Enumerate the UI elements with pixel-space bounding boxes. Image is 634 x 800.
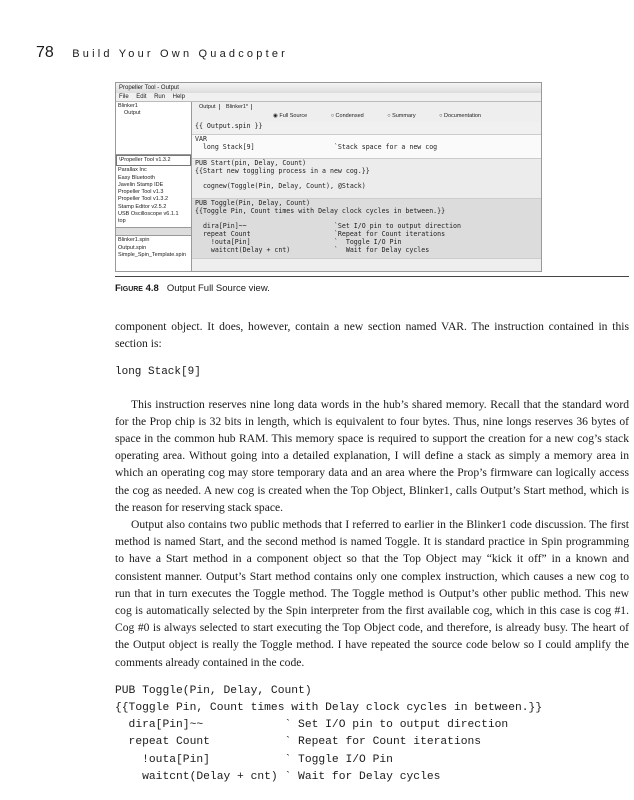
code-block-toggle[interactable]: PUB Toggle(Pin, Delay, Count) {{Toggle Pin, Count times with Delay clock cycles in between.}} dira[Pin]~~ `Set I/O pin to output direction repeat Count `Repeat for Count iterations !outa[Pin] ` Toggle I/O Pin waitcnt(Delay + cnt) ` Wait for Delay cycles xyxy=(192,199,541,259)
radio-condensed[interactable]: ○ Condensed xyxy=(330,113,364,119)
folder-item[interactable]: Javelin Stamp IDE xyxy=(118,181,164,188)
radio-label: Documentation xyxy=(444,113,481,119)
folder-list xyxy=(116,166,191,228)
body-text xyxy=(115,318,629,786)
radio-label: Condensed xyxy=(335,113,364,119)
code-listing: long Stack[9] xyxy=(115,366,201,379)
code-block-con[interactable]: {{ Output.spin }} xyxy=(192,122,541,135)
folder-select[interactable]: \Propeller Tool v1.3.2 xyxy=(116,155,191,166)
caption-label: Figure 4.8 xyxy=(115,283,159,294)
view-mode-radios xyxy=(192,113,541,122)
caption-text: Output Full Source view. xyxy=(166,283,270,294)
folder-item[interactable]: USB Oscilloscope v6.1.1 xyxy=(118,211,179,218)
explorer-pane xyxy=(116,102,192,271)
menu-run[interactable]: Run xyxy=(154,94,166,100)
editor-pane xyxy=(192,102,541,271)
file-item[interactable]: Simple_Spin_Template.spin xyxy=(118,251,186,258)
tab-output[interactable]: Output xyxy=(196,104,220,110)
file-list xyxy=(116,236,191,260)
code-listing: PUB Toggle(Pin, Delay, Count) {{Toggle Pin, Count times with Delay clock cycles in between.}} dira[Pin]~~ ` Set I/O pin to output direction repeat Count ` Repeat for Count iterations !outa[Pin] ` Toggle I/O Pin waitcnt(Delay + cnt) ` Wait for Delay cycles xyxy=(115,684,543,783)
paragraph: This instruction reserves nine long data words in the hub’s shared memory. Recall that the standard word for the Prop chip is 32 bits in length, which is equivalent to four bytes. Thus, nine longs reserves 36 bytes of space in the common hub RAM. This memory space is required to support the creation for a new cog’s stack operating area. Without going into a detailed explanation, I will define a stack as simply a memory area in which an operating cog may store temporary data and an area where the Prop’s firmware can logically access the cog as needed. A new cog is created when the Top Object, Blinker1, calls Output’s Start method, which is the reason for reserving stack space. xyxy=(115,397,629,514)
radio-summary[interactable]: ○ Summary xyxy=(387,113,416,119)
window-title: Propeller Tool - Output xyxy=(116,83,541,93)
folder-item[interactable]: Propeller Tool v1.3 xyxy=(118,189,164,196)
paragraph: component object. It does, however, contain a new section named VAR. The instruction contained in this section is: xyxy=(115,320,629,351)
folder-item[interactable]: Easy Bluetooth xyxy=(118,174,155,181)
tab-blinker1[interactable]: Blinker1* xyxy=(223,104,252,110)
figure-caption xyxy=(115,283,270,294)
radio-label: Summary xyxy=(392,113,416,119)
folder-item[interactable]: Stamp Editor v2.5.2 xyxy=(118,203,167,210)
figure-rule xyxy=(115,276,629,277)
page-number: 78 xyxy=(36,44,54,61)
tree-item[interactable]: Blinker1 xyxy=(118,103,138,109)
book-title: Build Your Own Quadcopter xyxy=(72,48,289,60)
code-block-var[interactable]: VAR long Stack[9] `Stack space for a new cog xyxy=(192,135,541,159)
menu-bar xyxy=(116,93,541,102)
menu-edit[interactable]: Edit xyxy=(136,94,147,100)
folder-item[interactable]: Propeller Tool v1.3.2 xyxy=(118,196,169,203)
radio-documentation[interactable]: ○ Documentation xyxy=(439,113,481,119)
code-block-start[interactable]: PUB Start(pin, Delay, Count) {{Start new toggling process in a new cog.}} cognew(Toggle(Pin, Delay, Count), @Stack) xyxy=(192,159,541,199)
paragraph: Output also contains two public methods that I referred to earlier in the Blinker1 code discussion. The first method is named Start, and the second method is named Toggle. It is standard practice in Spin programming to have a Start method in a component object so that the Top Object may “kick it off” in a known and consistent manner. Output’s Start method contains only one complex instruction, which causes a new cog to run that in turn executes the Toggle method. The Toggle method is Output’s other public method. This new cog is automatically selected by the Spin interpreter from the first available cog, which in this case is cog #1. Cog #0 is always selected to start executing the Top Object code, and therefore, is already busy. The heart of the Output object is really the Toggle method. I have repeated the source code below so I could amplify the comments already contained in the code. xyxy=(115,518,629,669)
folder-item[interactable]: Parallax Inc xyxy=(118,167,147,174)
file-item[interactable]: Blinker1.spin xyxy=(118,237,150,244)
menu-file[interactable]: File xyxy=(119,94,129,100)
running-header xyxy=(36,44,288,62)
radio-full-source[interactable]: ◉ Full Source xyxy=(273,113,308,119)
radio-label: Full Source xyxy=(279,113,308,119)
tab-bar xyxy=(192,102,541,113)
menu-help[interactable]: Help xyxy=(172,94,185,100)
object-tree xyxy=(116,102,191,155)
folder-item[interactable]: top xyxy=(118,218,126,225)
propeller-tool-window xyxy=(115,82,542,272)
tree-item[interactable]: Output xyxy=(124,110,141,117)
file-item[interactable]: Output.spin xyxy=(118,244,147,251)
horizontal-scrollbar[interactable] xyxy=(116,228,191,236)
